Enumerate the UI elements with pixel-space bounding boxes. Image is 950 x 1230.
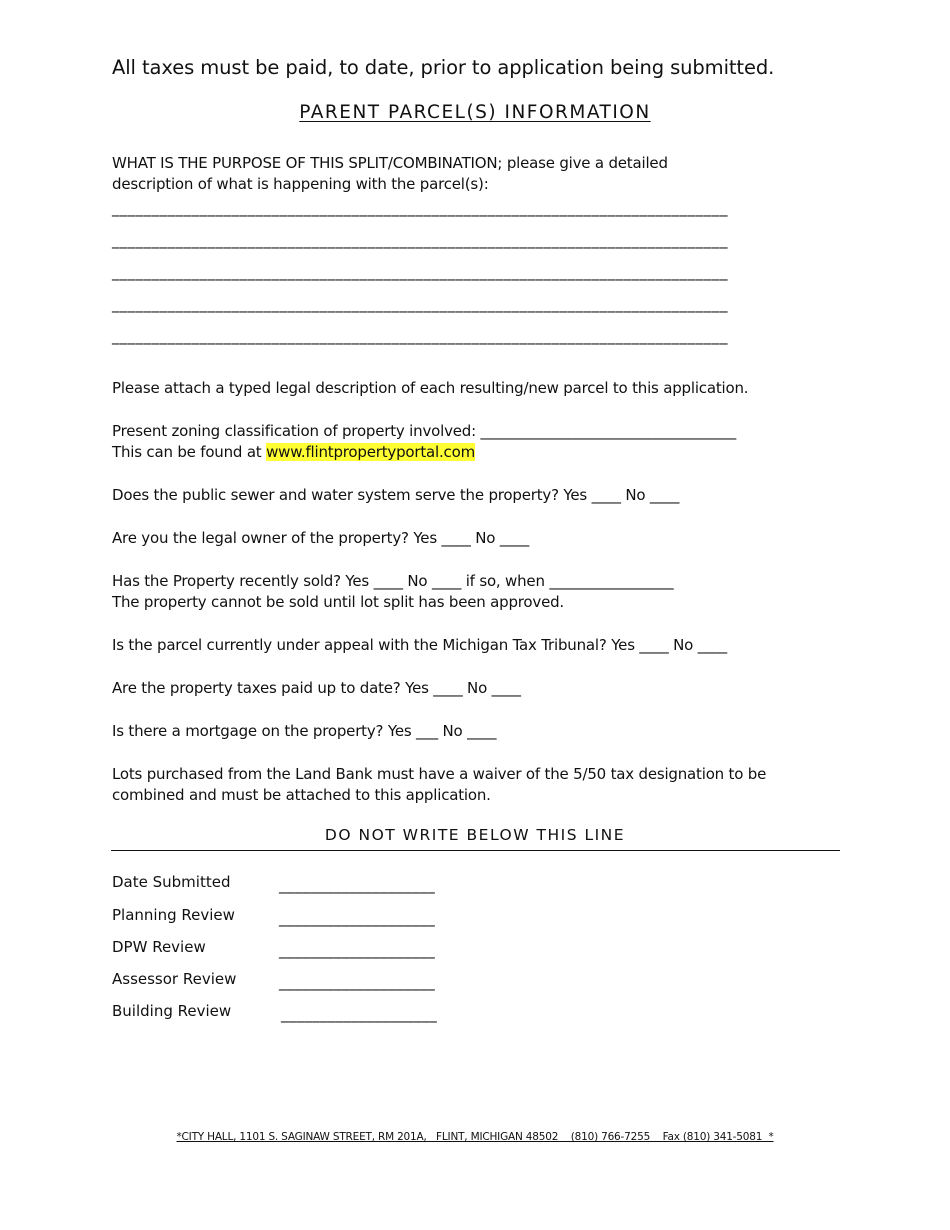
purpose-question-line1: WHAT IS THE PURPOSE OF THIS SPLIT/COMBINATION; please give a detailed bbox=[112, 154, 668, 172]
tax-notice: All taxes must be paid, to date, prior to application being submitted. bbox=[112, 56, 775, 79]
zoning-question[interactable]: Present zoning classification of property involved: ___________________________________ bbox=[112, 422, 737, 440]
review-line-date-submitted[interactable]: ____________________ bbox=[279, 876, 435, 894]
review-label-planning: Planning Review bbox=[112, 906, 235, 924]
property-portal-link[interactable]: www.flintpropertyportal.com bbox=[266, 443, 475, 461]
review-line-dpw[interactable]: ____________________ bbox=[279, 941, 435, 959]
review-label-assessor: Assessor Review bbox=[112, 970, 237, 988]
sewer-water-question[interactable]: Does the public sewer and water system serve the property? Yes ____ No ____ bbox=[112, 486, 680, 504]
purpose-answer-line[interactable]: _____________________________________________________________________________ bbox=[112, 199, 728, 217]
divider-line bbox=[111, 850, 840, 851]
review-line-assessor[interactable]: ____________________ bbox=[279, 973, 435, 991]
land-bank-note-line1: Lots purchased from the Land Bank must have a waiver of the 5/50 tax designation to be bbox=[112, 765, 767, 783]
tax-tribunal-question[interactable]: Is the parcel currently under appeal with the Michigan Tax Tribunal? Yes ____ No ____ bbox=[112, 636, 727, 654]
purpose-answer-line[interactable]: _____________________________________________________________________________ bbox=[112, 231, 728, 249]
recently-sold-note: The property cannot be sold until lot split has been approved. bbox=[112, 593, 564, 611]
review-line-planning[interactable]: ____________________ bbox=[279, 909, 435, 927]
do-not-write-heading: DO NOT WRITE BELOW THIS LINE bbox=[324, 826, 626, 844]
recently-sold-question[interactable]: Has the Property recently sold? Yes ____ No ____ if so, when _________________ bbox=[112, 572, 674, 590]
purpose-answer-line[interactable]: _____________________________________________________________________________ bbox=[112, 263, 728, 281]
zoning-source bbox=[112, 442, 475, 463]
purpose-answer-line[interactable]: _____________________________________________________________________________ bbox=[112, 295, 728, 313]
purpose-answer-line[interactable]: _____________________________________________________________________________ bbox=[112, 327, 728, 345]
review-label-date-submitted: Date Submitted bbox=[112, 873, 231, 891]
zoning-source-text: This can be found at bbox=[112, 443, 267, 461]
review-label-building: Building Review bbox=[112, 1002, 232, 1020]
review-line-building[interactable]: ____________________ bbox=[281, 1005, 437, 1023]
section-title: PARENT PARCEL(S) INFORMATION bbox=[299, 102, 651, 123]
legal-owner-question[interactable]: Are you the legal owner of the property? Yes ____ No ____ bbox=[112, 529, 530, 547]
taxes-paid-question[interactable]: Are the property taxes paid up to date? Yes ____ No ____ bbox=[112, 679, 521, 697]
mortgage-question[interactable]: Is there a mortgage on the property? Yes ___ No ____ bbox=[112, 722, 497, 740]
land-bank-note-line2: combined and must be attached to this application. bbox=[112, 786, 491, 804]
purpose-question-line2: description of what is happening with the parcel(s): bbox=[112, 175, 489, 193]
footer-address: *CITY HALL, 1101 S. SAGINAW STREET, RM 201A, FLINT, MICHIGAN 48502 (810) 766-7255 Fax (810) 341-5081 * bbox=[176, 1131, 774, 1143]
attach-legal-description-note: Please attach a typed legal description of each resulting/new parcel to this application. bbox=[112, 379, 749, 397]
review-label-dpw: DPW Review bbox=[112, 938, 206, 956]
